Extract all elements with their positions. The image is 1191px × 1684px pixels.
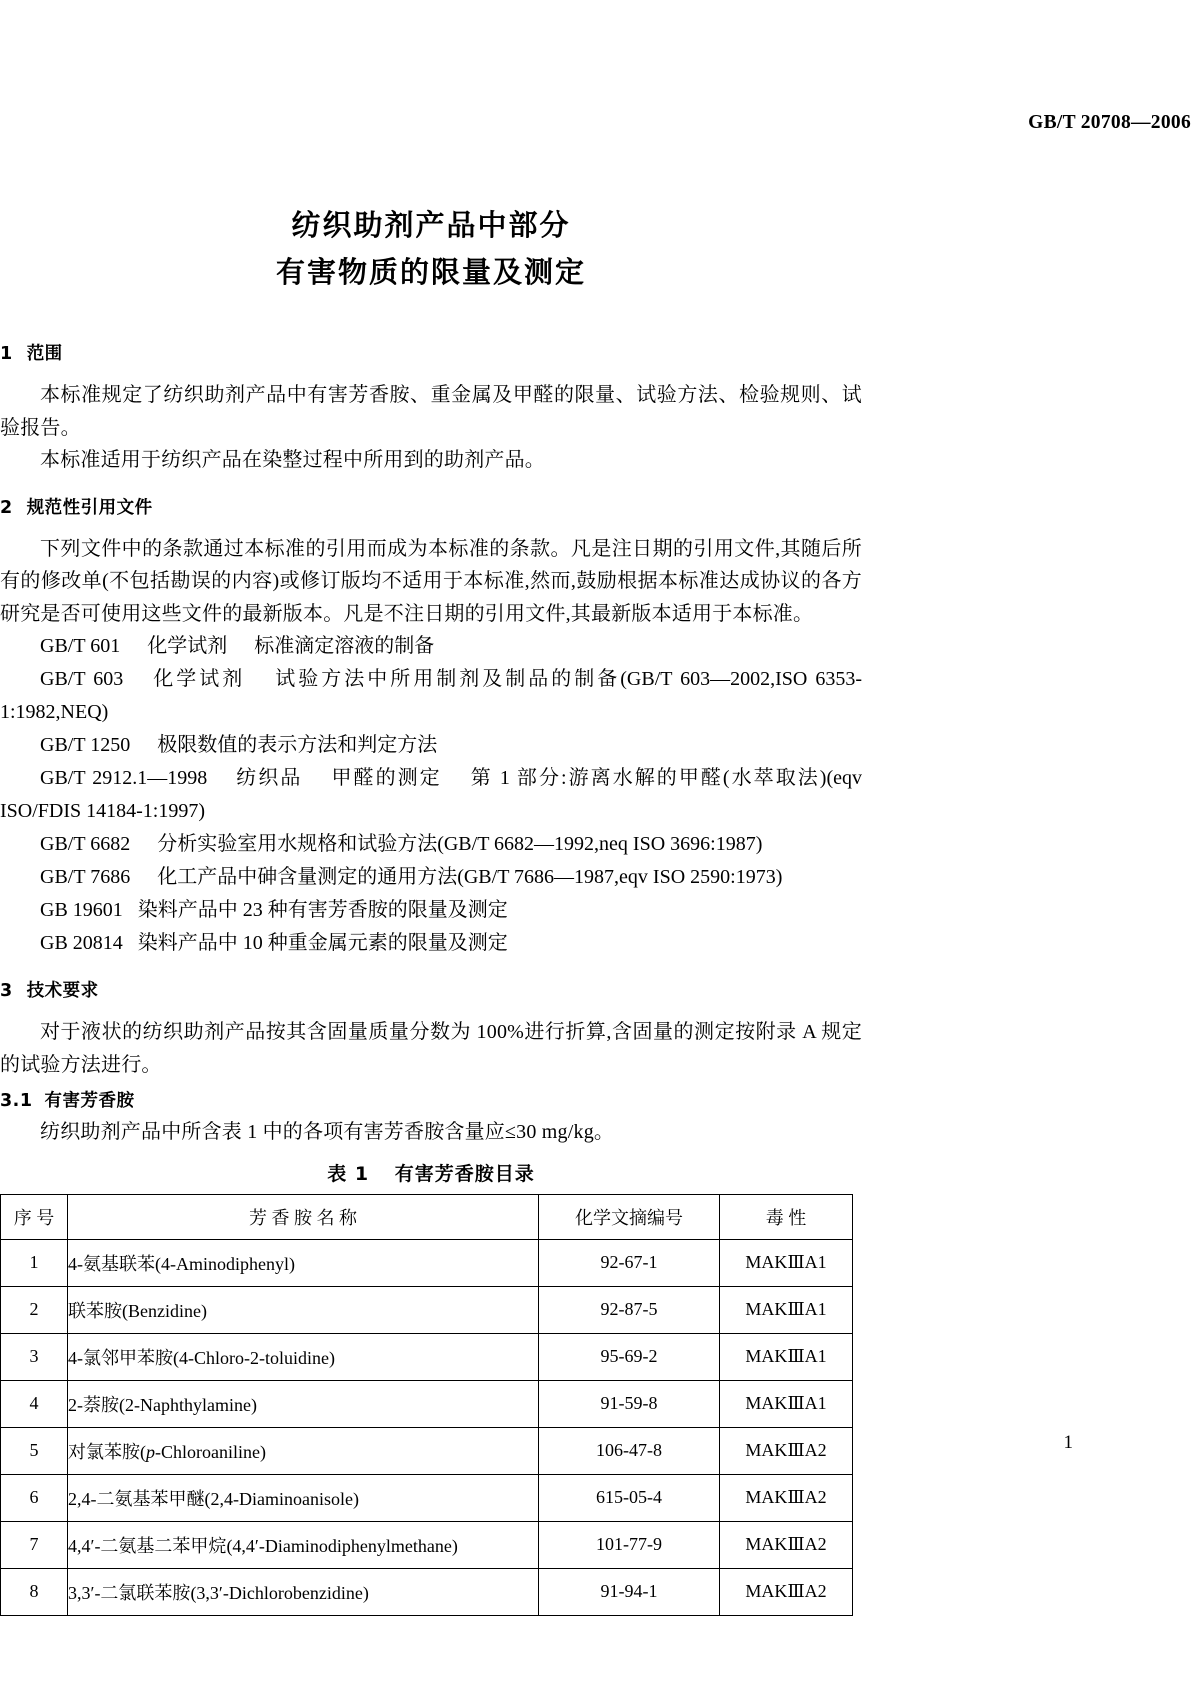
cell-no: 4 — [1, 1380, 68, 1427]
table-1-caption — [0, 1159, 862, 1186]
table-harmful-aromatic-amines — [0, 1194, 853, 1616]
clause-number-2: 2 — [0, 497, 13, 518]
cell-no: 7 — [1, 1521, 68, 1568]
normative-reference-item — [0, 828, 862, 861]
reference-code: GB/T 601 — [40, 635, 121, 657]
cell-name — [68, 1380, 539, 1427]
scope-paragraph-2: 本标准适用于纺织产品在染整过程中所用到的助剂产品。 — [40, 449, 545, 471]
reference-title-b: 试验方法中所用制剂及制品的制备(GB/T 603—2002,ISO 6353-1:1982,NEQ) — [0, 668, 862, 723]
cell-toxicity: MAKⅢA1 — [720, 1333, 853, 1380]
cell-cas: 91-59-8 — [539, 1380, 720, 1427]
cell-cas: 106-47-8 — [539, 1427, 720, 1474]
clause-label-1: 范围 — [26, 344, 63, 364]
cell-cas: 92-87-5 — [539, 1286, 720, 1333]
normative-intro-paragraph: 下列文件中的条款通过本标准的引用而成为本标准的条款。凡是注日期的引用文件,其随后所有的修改单(不包括勘误的内容)或修订版均不适用于本标准,然而,鼓励根据本标准达成协议的各方研究是否可使用这些文件的最新版本。凡是不注日期的引用文件,其最新版本适用于本标准。 — [0, 537, 862, 625]
clause-heading-3 — [0, 977, 862, 1002]
reference-title-c: 第 1 部分:游离水解的甲醛(水萃取法)(eqv ISO/FDIS 14184-1:1997) — [0, 767, 863, 822]
cell-cas: 91-94-1 — [539, 1568, 720, 1615]
normative-reference-item — [0, 894, 862, 927]
amine-name-cn: 2,4-二氨基苯甲醚 — [68, 1488, 205, 1509]
cell-toxicity: MAKⅢA2 — [720, 1427, 853, 1474]
reference-code: GB/T 1250 — [40, 734, 131, 756]
table-row — [1, 1427, 853, 1474]
clause-label-3: 技术要求 — [26, 981, 99, 1001]
table-header — [1, 1194, 853, 1239]
amine-name-cn: 4-氨基联苯 — [68, 1253, 155, 1274]
table-row — [1, 1239, 853, 1286]
clause-number-3: 3 — [0, 981, 13, 1001]
amine-name-en: (2,4-Diaminoanisole) — [204, 1488, 359, 1509]
table-caption-label: 有害芳香胺目录 — [394, 1162, 535, 1185]
reference-code: GB/T 603 — [40, 668, 124, 690]
column-header-cas: 化学文摘编号 — [539, 1194, 720, 1239]
reference-code: GB 19601 — [40, 899, 123, 921]
cell-toxicity: MAKⅢA2 — [720, 1521, 853, 1568]
table-row — [1, 1521, 853, 1568]
table-header-row — [1, 1194, 853, 1239]
normative-reference-item — [0, 663, 862, 729]
amine-name-en: (3,3′-Dichlorobenzidine) — [190, 1582, 369, 1603]
amine-name-cn: 2-萘胺 — [68, 1394, 119, 1415]
cell-no: 2 — [1, 1286, 68, 1333]
cell-name — [68, 1239, 539, 1286]
amine-name-en: (4-Aminodiphenyl) — [155, 1253, 295, 1274]
reference-title-b: 化工产品中砷含量测定的通用方法(GB/T 7686—1987,eqv ISO 2590:1973) — [157, 866, 783, 888]
cell-name — [68, 1286, 539, 1333]
reference-title-a: 纺织品 — [234, 767, 303, 789]
cell-no: 6 — [1, 1474, 68, 1521]
clause-heading-2 — [0, 494, 862, 519]
reference-code: GB/T 2912.1—1998 — [40, 767, 208, 789]
cell-cas: 95-69-2 — [539, 1333, 720, 1380]
amine-name-cn: 联苯胺 — [68, 1300, 122, 1321]
title-line-1: 纺织助剂产品中部分 — [291, 208, 571, 242]
reference-code: GB/T 6682 — [40, 833, 131, 855]
normative-reference-item — [0, 630, 862, 663]
table-row — [1, 1568, 853, 1615]
normative-reference-item — [0, 861, 862, 894]
column-header-toxicity: 毒 性 — [720, 1194, 853, 1239]
cell-name — [68, 1474, 539, 1521]
cell-name — [68, 1427, 539, 1474]
amine-name-cn: 4,4′-二氨基二苯甲烷 — [68, 1535, 227, 1556]
cell-cas: 615-05-4 — [539, 1474, 720, 1521]
amine-name-cn: 4-氯邻甲苯胺 — [68, 1347, 173, 1368]
subclause-3-1-paragraph: 纺织助剂产品中所含表 1 中的各项有害芳香胺含量应≤30 mg/kg。 — [40, 1121, 615, 1143]
cell-name — [68, 1333, 539, 1380]
table-body — [1, 1239, 853, 1615]
clause-heading-1 — [0, 340, 862, 365]
technical-paragraph-1: 对于液状的纺织助剂产品按其含固量质量分数为 100%进行折算,含固量的测定按附录 A 规定的试验方法进行。 — [0, 1021, 862, 1076]
normative-reference-item — [0, 927, 862, 960]
table-row — [1, 1286, 853, 1333]
table-row — [1, 1380, 853, 1427]
cell-no: 3 — [1, 1333, 68, 1380]
table-row — [1, 1333, 853, 1380]
cell-name — [68, 1568, 539, 1615]
running-header-standard-code: GB/T 20708—2006 — [1028, 112, 1191, 133]
column-header-no: 序 号 — [1, 1194, 68, 1239]
cell-no: 1 — [1, 1239, 68, 1286]
scope-paragraph-1: 本标准规定了纺织助剂产品中有害芳香胺、重金属及甲醛的限量、试验方法、检验规则、试验报告。 — [0, 384, 862, 439]
cell-toxicity: MAKⅢA1 — [720, 1380, 853, 1427]
subclause-label-3-1: 有害芳香胺 — [44, 1091, 135, 1111]
reference-title-b: 甲醛的测定 — [329, 767, 442, 789]
amine-name-en: (p-Chloroaniline) — [140, 1441, 266, 1462]
cell-name — [68, 1521, 539, 1568]
cell-toxicity: MAKⅢA2 — [720, 1474, 853, 1521]
table-row — [1, 1474, 853, 1521]
reference-title-b: 染料产品中 10 种重金属元素的限量及测定 — [137, 932, 508, 954]
reference-title-a: 化学试剂 — [147, 635, 228, 657]
reference-title-b: 分析实验室用水规格和试验方法(GB/T 6682—1992,neq ISO 3696:1987) — [157, 833, 763, 855]
subclause-number-3-1: 3.1 — [0, 1091, 33, 1111]
cell-toxicity: MAKⅢA1 — [720, 1286, 853, 1333]
column-header-name: 芳 香 胺 名 称 — [68, 1194, 539, 1239]
cell-no: 8 — [1, 1568, 68, 1615]
amine-name-en: (4,4′-Diaminodiphenylmethane) — [226, 1535, 458, 1556]
amine-name-cn: 3,3′-二氯联苯胺 — [68, 1582, 191, 1603]
clause-number-1: 1 — [0, 344, 13, 364]
clause-label-2: 规范性引用文件 — [26, 497, 153, 518]
cell-cas: 92-67-1 — [539, 1239, 720, 1286]
amine-name-en: (4-Chloro-2-toluidine) — [173, 1347, 335, 1368]
cell-cas: 101-77-9 — [539, 1521, 720, 1568]
page-number: 1 — [1063, 1432, 1073, 1453]
table-caption-number: 表 1 — [327, 1162, 370, 1185]
cell-toxicity: MAKⅢA2 — [720, 1568, 853, 1615]
reference-title-b: 染料产品中 23 种有害芳香胺的限量及测定 — [137, 899, 508, 921]
title-line-2: 有害物质的限量及测定 — [275, 255, 586, 289]
reference-title-b: 极限数值的表示方法和判定方法 — [157, 734, 438, 756]
cell-no: 5 — [1, 1427, 68, 1474]
reference-code: GB 20814 — [40, 932, 123, 954]
page-title — [0, 202, 862, 296]
amine-name-en: (2-Naphthylamine) — [119, 1394, 257, 1415]
normative-reference-item — [0, 729, 862, 762]
subclause-heading-3-1 — [0, 1087, 862, 1112]
reference-code: GB/T 7686 — [40, 866, 131, 888]
reference-title-a: 化学试剂 — [150, 668, 246, 690]
amine-name-cn: 对氯苯胺 — [68, 1441, 140, 1462]
cell-toxicity: MAKⅢA1 — [720, 1239, 853, 1286]
normative-reference-item — [0, 762, 862, 828]
reference-title-b: 标准滴定溶液的制备 — [254, 635, 435, 657]
document-body — [0, 340, 862, 1616]
amine-name-en: (Benzidine) — [122, 1300, 207, 1321]
